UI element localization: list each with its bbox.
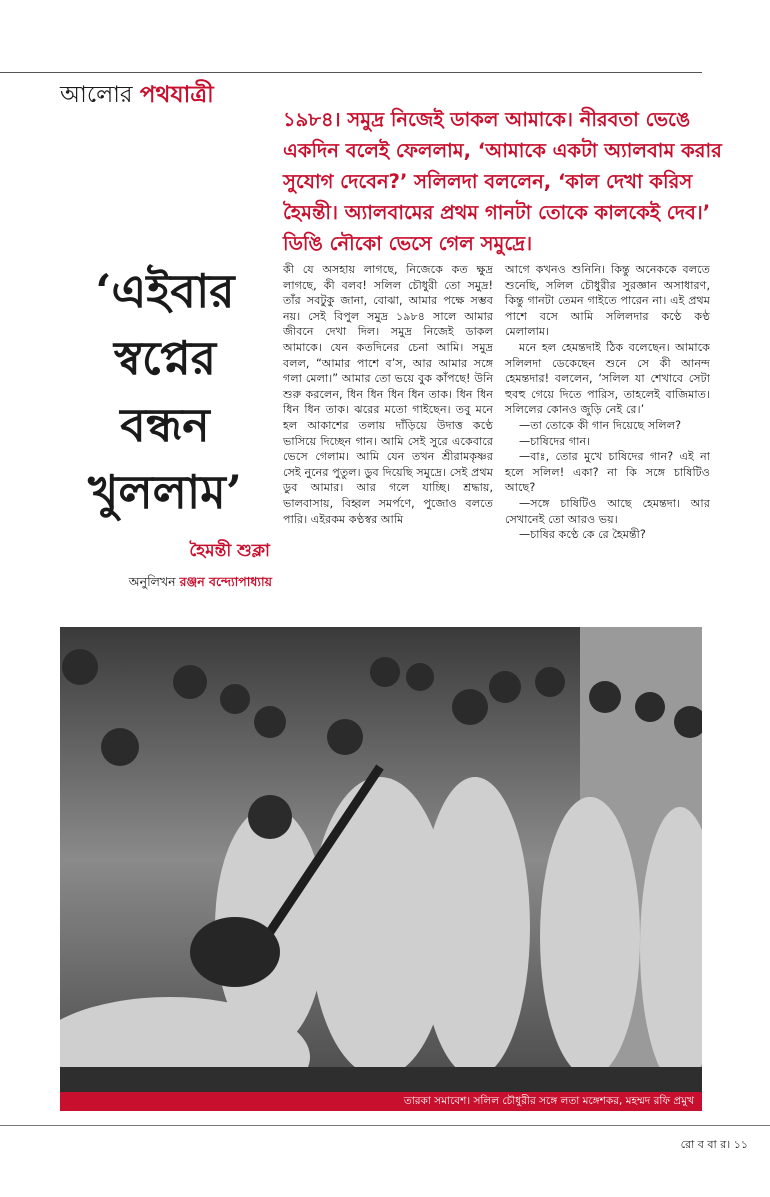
author-name: হৈমন্তী শুক্লা	[189, 541, 270, 561]
deck-standfirst: ১৯৮৪। সমুদ্র নিজেই ডাকল আমাকে। নীরবতা ভেঙে একদিন বলেই ফেললাম, ‘আমাকে একটা অ্যালবাম করার সুযোগ দেবেন?’ সলিলদা বললেন, ‘কাল দেখা করিস হৈমন্তী। অ্যালবামের প্রথম গানটা তোকে কালকেই দেব।’ ডিঙি নৌকো ভেসে গেল সমুদ্রে।	[283, 108, 722, 255]
headline-line-3: বন্ধন	[120, 398, 210, 452]
dialogue-line: —চাষির কণ্ঠে কে রে হৈমন্তী?	[519, 528, 646, 542]
group-photo	[60, 627, 702, 1092]
body-column-2	[505, 262, 710, 543]
dialogue-line: —তা তোকে কী গান দিয়েছে সলিল?	[519, 418, 682, 432]
headline-line-4: খুললাম’	[88, 465, 242, 519]
group-photo-illustration	[60, 627, 702, 1092]
headline-line-2: স্বপ্নের	[113, 331, 217, 385]
body-column-1	[283, 262, 493, 527]
transcriber-name: রঞ্জন বন্দ্যোপাধ্যায়	[179, 574, 272, 589]
top-rule	[0, 72, 702, 73]
bottom-rule	[0, 1125, 770, 1126]
kicker-plain: আলোর	[60, 82, 133, 108]
page-folio: রো ব বা র। ১১	[680, 1138, 748, 1151]
kicker-accent: পথযাত্রী	[139, 81, 214, 108]
photo-caption: তারকা সমাবেশ। সলিল চৌধুরীর সঙ্গে লতা মঙ্গেশকর, মহম্মদ রফি প্রমুখ	[60, 1092, 702, 1111]
headline-line-1: ‘এইবার	[95, 264, 235, 318]
transcriber-credit	[60, 574, 272, 594]
body-paragraph: আগে কখনও শুনিনি। কিন্তু অনেককে বলতে শুনেছি, সলিল চৌধুরীর সুরজ্ঞান অসাধারণ, কিন্তু গানটা তেমন গাইতে পারেন না। এই প্রথম পাশে বসে আমি সলিলদার কণ্ঠে কণ্ঠ মেলালাম।	[505, 263, 710, 339]
headline	[60, 258, 270, 526]
dialogue-line: —চাষিদের গান।	[519, 434, 591, 448]
body-paragraph: কী যে অসহায় লাগছে, নিজেকে কত ক্ষুদ্র লাগছে, কী বলব! সলিল চৌধুরী তো সমুদ্র! তাঁর সবটুকু জানা, বোঝা, আমার পক্ষে সম্ভব নয়। সেই বিপুল সমুদ্র ১৯৮৪ সালে আমার জীবনে দেখা দিল। সমুদ্র নিজেই ডাকল আমাকে। যেন কতদিনের চেনা আমি। সমুদ্র বলল, “আমার পাশে ব’স, আর আমার সঙ্গে গলা মেলা।” আমার তো ভয়ে বুক কাঁপছে! উনি শুরু করলেন, ধিন ধিন ধিন ধিন তাক। ধিন ধিন ধিন ধিন তাক। ঝরের মতো গাইছেন। তবু মনে হল আকাশের তলায় দাঁড়িয়ে উদাত্ত কণ্ঠে ভাসিয়ে দিচ্ছেন গান। আমি সেই সুরে একেবারে ভেসে গেলাম। আমি যেন তখন শ্রীরামকৃষ্ণর সেই নুনের পুতুল। ডুব দিয়েছি সমুদ্রে। সেই প্রথম ডুব আমার। আর গলে যাচ্ছি। শ্রদ্ধায়, ভালবাসায়, বিহ্বল সমর্পণে, পুজোও বলতে পারি। এইরকম কণ্ঠস্বর আমি	[283, 263, 493, 526]
body-paragraph: মনে হল হেমন্তদাই ঠিক বলেছেন। আমাকে সলিলদা ডেকেছেন শুনে সে কী আনন্দ হেমন্তদার! বললেন, ‘সলিল যা শেখাবে সেটা হুবহু গেয়ে দিতে পারিস, তাহলেই বাজিমাত। সলিলের কোনও জুড়ি নেই রে।’	[505, 340, 710, 417]
transcriber-label: অনুলিখন	[128, 574, 176, 589]
section-kicker	[60, 76, 214, 115]
dialogue-line: —সঙ্গে চাষিটিও আছে হেমন্তদা। আর সেখানেই তো আরও ভয়।	[505, 496, 710, 526]
dialogue-line: —বাঃ, তোর মুখে চাষিদের গান? এই না হলে সলিল! একা? না কি সঙ্গে চাষিটিও আছে?	[505, 450, 710, 495]
